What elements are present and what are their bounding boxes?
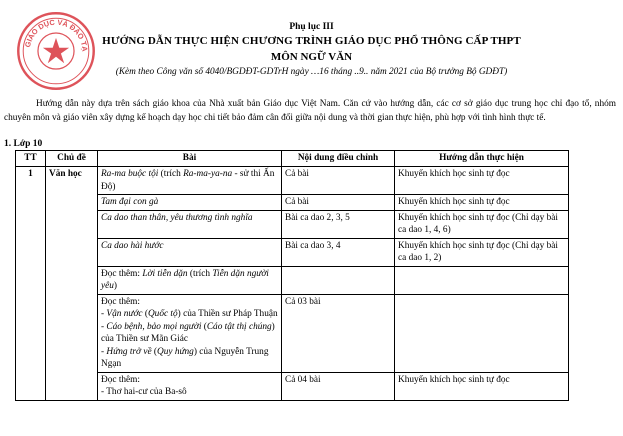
guide-cell bbox=[395, 266, 569, 294]
svg-text:GIÁO DỤC VÀ ĐÀO TẠO: GIÁO DỤC VÀ ĐÀO TẠ bbox=[23, 17, 90, 52]
lesson-text-segment: - bbox=[101, 309, 107, 319]
guide-cell: Khuyến khích học sinh tự đọc (Chỉ dạy bài ca dao 1, 2) bbox=[395, 238, 569, 266]
adjustment-cell: Bài ca dao 3, 4 bbox=[282, 238, 395, 266]
adjustment-cell: Cả bài bbox=[282, 195, 395, 211]
curriculum-table bbox=[15, 150, 569, 401]
table-header-row bbox=[16, 151, 569, 167]
lesson-text-segment: Đọc thêm: bbox=[101, 268, 143, 279]
lesson-text-segment: - Thơ hai-cư của Ba-sô bbox=[101, 387, 187, 397]
lesson-text-segment: ) của Thiền sư Pháp Thuận bbox=[177, 309, 278, 319]
lesson-text-segment: ( bbox=[151, 346, 157, 357]
lesson-title: Đọc thêm: bbox=[101, 374, 140, 385]
lesson-text-segment: (trích bbox=[158, 169, 184, 179]
lesson-text-segment: Ra-ma buộc tội bbox=[101, 169, 159, 179]
lesson-text-segment: - sử thi Ấn Độ) bbox=[101, 169, 275, 192]
adjustment-cell: Cả 03 bài bbox=[282, 294, 395, 372]
lesson-cell bbox=[98, 372, 282, 400]
document-subtitle: (Kèm theo Công văn số 4040/BGDĐT-GDTrH ngày …16 tháng ..9.. năm 2021 của Bộ trưởng Bộ GDĐT) bbox=[115, 67, 508, 77]
intro-paragraph: Hướng dẫn này dựa trên sách giáo khoa của Nhà xuất bản Giáo dục Việt Nam. Căn cứ vào hướng dẫn, các cơ sở giáo dục trung học chỉ đạo tổ, nhóm chuyên môn và giáo viên xây dựng kế hoạch dạy học chi tiết bảo đảm cân đối giữa nội dung và thời gian thực hiện, phù hợp với tình hình thực tế. bbox=[4, 99, 616, 123]
lesson-item bbox=[101, 321, 278, 346]
header-guide: Hướng dẫn thực hiện bbox=[395, 151, 569, 167]
lesson-text-segment: ) của Nguyễn Trung Ngạn bbox=[101, 346, 269, 369]
lesson-text-segment: Lời tiễn dặn bbox=[142, 268, 188, 279]
table-row bbox=[16, 195, 569, 211]
lesson-text-segment: ) của Thiền sư Mãn Giác bbox=[101, 321, 275, 344]
header-tt: TT bbox=[16, 151, 46, 167]
lesson-text-segment: Hứng trở về bbox=[106, 346, 152, 357]
lesson-cell bbox=[98, 266, 282, 294]
lesson-text-segment: Vận nước bbox=[106, 309, 143, 319]
header-adjustment: Nội dung điều chỉnh bbox=[282, 151, 395, 167]
lesson-title: Đọc thêm: bbox=[101, 296, 140, 307]
subject-title: MÔN NGỮ VĂN bbox=[270, 51, 353, 63]
guide-cell: Khuyến khích học sinh tự đọc (Chỉ dạy bài ca dao 1, 4, 6) bbox=[395, 210, 569, 238]
lesson-item bbox=[101, 386, 278, 399]
topic-cell: Văn học bbox=[46, 167, 98, 401]
lesson-item bbox=[101, 346, 278, 371]
lesson-text-segment: ( bbox=[142, 309, 148, 319]
table-row bbox=[16, 372, 569, 400]
lesson-cell bbox=[98, 210, 282, 238]
lesson-cell bbox=[98, 195, 282, 211]
adjustment-cell bbox=[282, 266, 395, 294]
lesson-cell bbox=[98, 294, 282, 372]
row-number: 1 bbox=[16, 167, 46, 401]
lesson-text-segment: - bbox=[101, 346, 107, 357]
table-row bbox=[16, 294, 569, 372]
lesson-text-segment: Ca dao than thân, yêu thương tình nghĩa bbox=[101, 212, 253, 223]
guide-cell bbox=[395, 294, 569, 372]
lesson-text-segment: ( bbox=[201, 321, 207, 332]
adjustment-cell: Cả bài bbox=[282, 167, 395, 195]
adjustment-cell: Cả 04 bài bbox=[282, 372, 395, 400]
table-row bbox=[16, 210, 569, 238]
lesson-text-segment: ) bbox=[113, 281, 118, 291]
lesson-text-segment: Tiễn dặn người yêu bbox=[101, 268, 269, 291]
lesson-text-segment: - bbox=[101, 321, 107, 332]
lesson-text-segment: (trích bbox=[187, 268, 213, 279]
lesson-text-segment: Cáo tật thị chúng bbox=[206, 321, 272, 332]
guide-cell: Khuyến khích học sinh tự đọc bbox=[395, 167, 569, 195]
appendix-label: Phụ lục III bbox=[289, 22, 334, 32]
header-lesson: Bài bbox=[98, 151, 282, 167]
header-topic: Chủ đề bbox=[46, 151, 98, 167]
adjustment-cell: Bài ca dao 2, 3, 5 bbox=[282, 210, 395, 238]
lesson-cell bbox=[98, 238, 282, 266]
lesson-text-segment: Quốc tộ bbox=[147, 309, 178, 319]
lesson-text-segment: Cáo bệnh, bảo mọi người bbox=[106, 321, 202, 332]
table-row bbox=[16, 238, 569, 266]
table-row bbox=[16, 266, 569, 294]
guide-cell: Khuyến khích học sinh tự đọc bbox=[395, 195, 569, 211]
lesson-text-segment: Tam đại con gà bbox=[101, 197, 159, 207]
lesson-text-segment: Quy hứng bbox=[157, 346, 194, 357]
section-heading: 1. Lớp 10 bbox=[4, 139, 43, 149]
lesson-item bbox=[101, 308, 278, 321]
lesson-text-segment: Ra-ma-ya-na bbox=[183, 169, 233, 179]
document-title: HƯỚNG DẪN THỰC HIỆN CHƯƠNG TRÌNH GIÁO DỤC PHỔ THÔNG CẤP THPT bbox=[102, 35, 521, 47]
lesson-cell bbox=[98, 167, 282, 195]
guide-cell: Khuyến khích học sinh tự đọc bbox=[395, 372, 569, 400]
table-row bbox=[16, 167, 569, 195]
lesson-text-segment: Ca dao hài hước bbox=[101, 240, 164, 251]
